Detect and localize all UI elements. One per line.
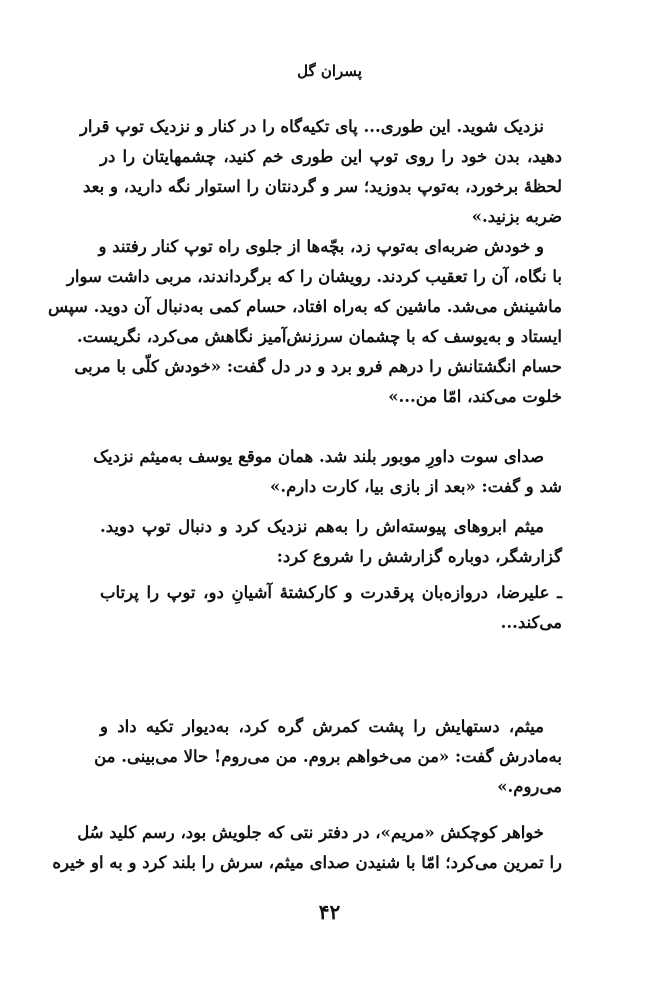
text-line: با نگاه، آن را تعقیب کردند. رویشان را که برگرداندند، مربی داشت سوار bbox=[66, 267, 562, 286]
text-line: ماشینش می‌شد. ماشین که به‌راه افتاد، حسام کمی به‌دنبال آن دوید. سپس bbox=[48, 297, 562, 316]
text-line: خلوت می‌کند، امّا من...» bbox=[388, 387, 562, 406]
text-line: نزدیک شوید. این طوری... پای تکیه‌گاه را در کنار و نزدیک توپ قرار bbox=[79, 117, 544, 136]
text-line: خواهر کوچکش «مریم»، در دفتر نتی که جلویش بود، رسم کلید سُل bbox=[77, 823, 544, 842]
text-line: میثم ابروهای پیوسته‌اش را به‌هم نزدیک کرد و دنبال توپ دوید. bbox=[100, 517, 544, 536]
running-header-title: پسران گل bbox=[297, 62, 362, 80]
text-line: می‌کند... bbox=[500, 613, 562, 632]
text-line: شد و گفت: «بعد از بازی بیا، کارت دارم.» bbox=[270, 477, 562, 496]
text-line: دهید، بدن خود را روی توپ این طوری خم کنید، چشمهایتان را در bbox=[100, 147, 562, 166]
paragraph-5 bbox=[100, 578, 562, 638]
paragraph-3 bbox=[93, 442, 562, 502]
paragraph-2 bbox=[48, 232, 562, 412]
text-line: ـ علیرضا، دروازه‌بان پرقدرت و کارکشتهٔ آشیانِ دو، توپ را پرتاب bbox=[100, 583, 562, 602]
text-line: و خودش ضربه‌ای به‌توپ زد، بچّه‌ها از جلوی راه توپ کنار رفتند و bbox=[98, 237, 544, 256]
paragraph-1 bbox=[79, 112, 562, 232]
paragraph-7 bbox=[52, 818, 562, 878]
text-line: حسام انگشتانش را درهم فرو برد و در دل گفت: «خودش کلّی با مربی bbox=[74, 357, 562, 376]
text-line: ضربه بزنید.» bbox=[471, 207, 562, 226]
text-line: ایستاد و به‌یوسف که با چشمان سرزنش‌آمیز نگاهش می‌کرد، نگریست. bbox=[76, 327, 562, 346]
text-line: را تمرین می‌کرد؛ امّا با شنیدن صدای میثم، سرش را بلند کرد و به او خیره bbox=[52, 853, 562, 872]
text-line: می‌روم.» bbox=[497, 777, 562, 796]
paragraph-6 bbox=[94, 712, 562, 802]
page-number: ۴۲ bbox=[318, 900, 341, 924]
paragraph-4 bbox=[100, 512, 562, 572]
text-line: گزارشگر، دوباره گزارشش را شروع کرد: bbox=[276, 547, 562, 566]
text-line: میثم، دستهایش را پشت کمرش گره کرد، به‌دیوار تکیه داد و bbox=[100, 717, 544, 736]
text-line: صدای سوت داورِ موبور بلند شد. همان موقع یوسف به‌میثم نزدیک bbox=[93, 447, 544, 466]
text-line: به‌مادرش گفت: «من می‌خواهم بروم. من می‌روم! حالا می‌بینی. من bbox=[94, 747, 562, 766]
text-line: لحظهٔ برخورد، به‌توپ بدوزید؛ سر و گردنتان را استوار نگه دارید، و بعد bbox=[83, 177, 562, 196]
